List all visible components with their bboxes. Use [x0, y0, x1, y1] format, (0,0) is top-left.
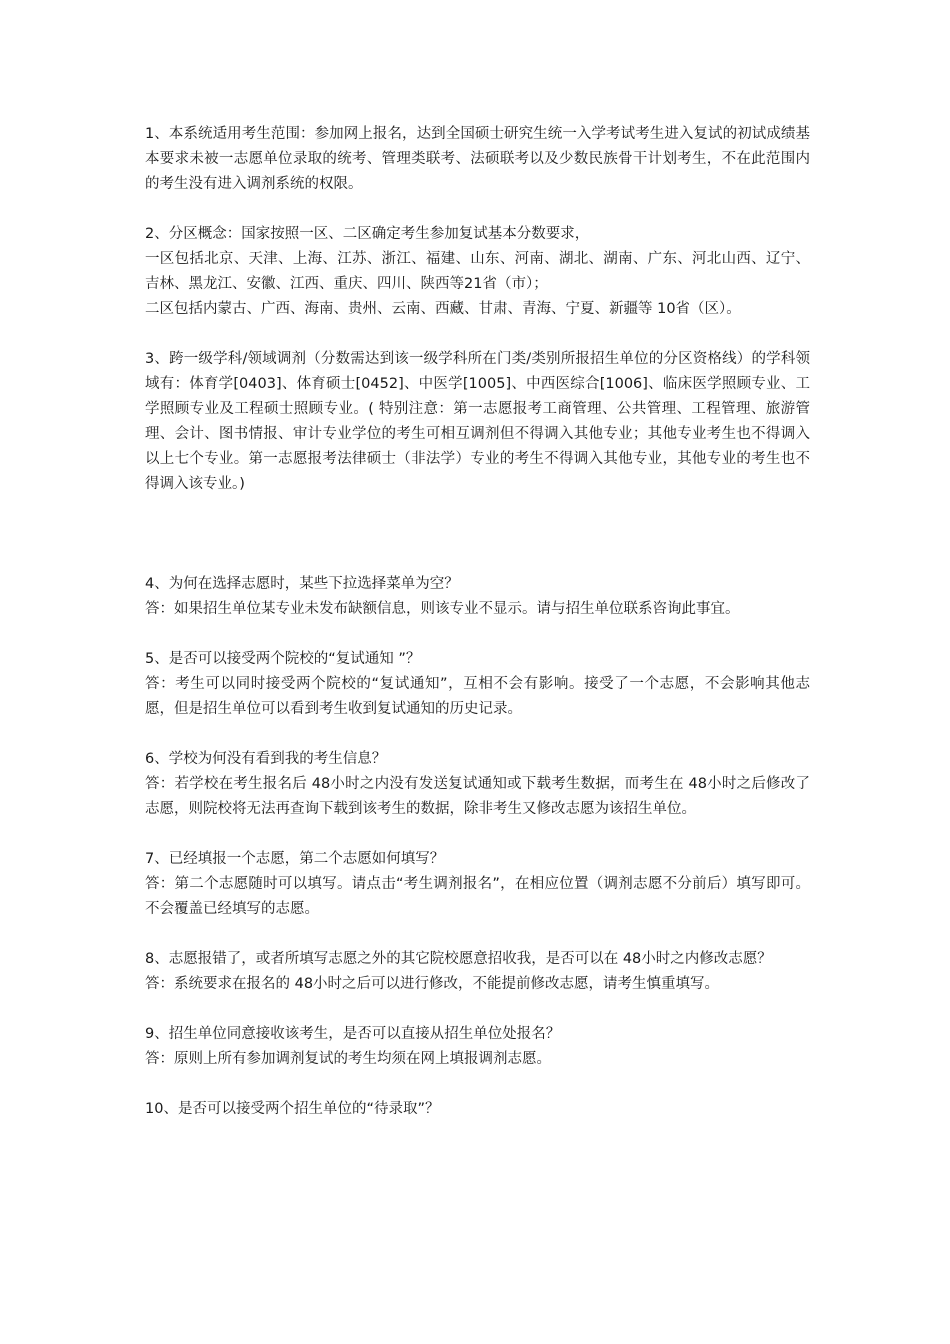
answer-4: 答：如果招生单位某专业未发布缺额信息，则该专业不显示。请与招生单位联系咨询此事宜。: [145, 601, 740, 617]
spacer: [145, 822, 810, 847]
question-7: 7、已经填报一个志愿，第二个志愿如何填写？: [145, 851, 445, 867]
answer-6: 答：若学校在考生报名后 48小时之内没有发送复试通知或下载考生数据，而考生在 48小时之后修改了志愿，则院校将无法再查询下载到该考生的数据，除非考生又修改志愿为该招生单位。: [145, 776, 810, 817]
question-6: 6、学校为何没有看到我的考生信息？: [145, 751, 387, 767]
paragraph-cross-discipline: 3、跨一级学科/领域调剂（分数需达到该一级学科所在门类/类别所报招生单位的分区资格线）的学科领域有：体育学[0403]、体育硕士[0452]、中医学[1005]、中西医综合[1006]、临床医学照顾专业、工学照顾专业及工程硕士照顾专业。( 特别注意：第一志愿报考工商管理、公共管理、工程管理、旅游管理、会计、图书情报、审计专业学位的考生可相互调剂但不得调入其他专业；其他专业考生也不得调入以上七个专业。第一志愿报考法律硕士（非法学）专业的考生不得调入其他专业，其他专业的考生也不得调入该专业。): [145, 351, 810, 492]
question-10: 10、是否可以接受两个招生单位的“待录取”？: [145, 1101, 440, 1117]
answer-8: 答：系统要求在报名的 48小时之后可以进行修改，不能提前修改志愿，请考生慎重填写。: [145, 976, 720, 992]
spacer: [145, 322, 810, 347]
paragraph-scope: 1、本系统适用考生范围：参加网上报名，达到全国硕士研究生统一入学考试考生进入复试的初试成绩基本要求未被一志愿单位录取的统考、管理类联考、法硕联考以及少数民族骨干计划考生，不在此范围内的考生没有进入调剂系统的权限。: [145, 126, 810, 192]
spacer: [145, 197, 810, 222]
question-8: 8、志愿报错了，或者所填写志愿之外的其它院校愿意招收我，是否可以在 48小时之内修改志愿？: [145, 951, 772, 967]
answer-7: 答：第二个志愿随时可以填写。请点击“考生调剂报名”，在相应位置（调剂志愿不分前后）填写即可。不会覆盖已经填写的志愿。: [145, 876, 810, 917]
spacer: [145, 722, 810, 747]
question-5: 5、是否可以接受两个院校的“复试通知 ”？: [145, 651, 421, 667]
spacer: [145, 1072, 810, 1097]
paragraph-zone-concept: 2、分区概念：国家按照一区、二区确定考生参加复试基本分数要求，: [145, 226, 590, 242]
spacer: [145, 997, 810, 1022]
answer-5: 答：考生可以同时接受两个院校的“复试通知”，互相不会有影响。接受了一个志愿，不会影响其他志愿，但是招生单位可以看到考生收到复试通知的历史记录。: [145, 676, 810, 717]
spacer: [145, 922, 810, 947]
question-4: 4、为何在选择志愿时，某些下拉选择菜单为空？: [145, 576, 459, 592]
paragraph-zone-two: 二区包括内蒙古、广西、海南、贵州、云南、西藏、甘肃、青海、宁夏、新疆等 10省（区）。: [145, 301, 741, 317]
spacer: [145, 622, 810, 647]
answer-9: 答：原则上所有参加调剂复试的考生均须在网上填报调剂志愿。: [145, 1051, 551, 1067]
question-9: 9、招生单位同意接收该考生，是否可以直接从招生单位处报名？: [145, 1026, 561, 1042]
document-page: [145, 122, 810, 1122]
paragraph-zone-one: 一区包括北京、天津、上海、江苏、浙江、福建、山东、河南、湖北、湖南、广东、河北山西、辽宁、吉林、黑龙江、安徽、江西、重庆、四川、陕西等21省（市）；: [145, 251, 810, 292]
spacer: [145, 497, 810, 572]
